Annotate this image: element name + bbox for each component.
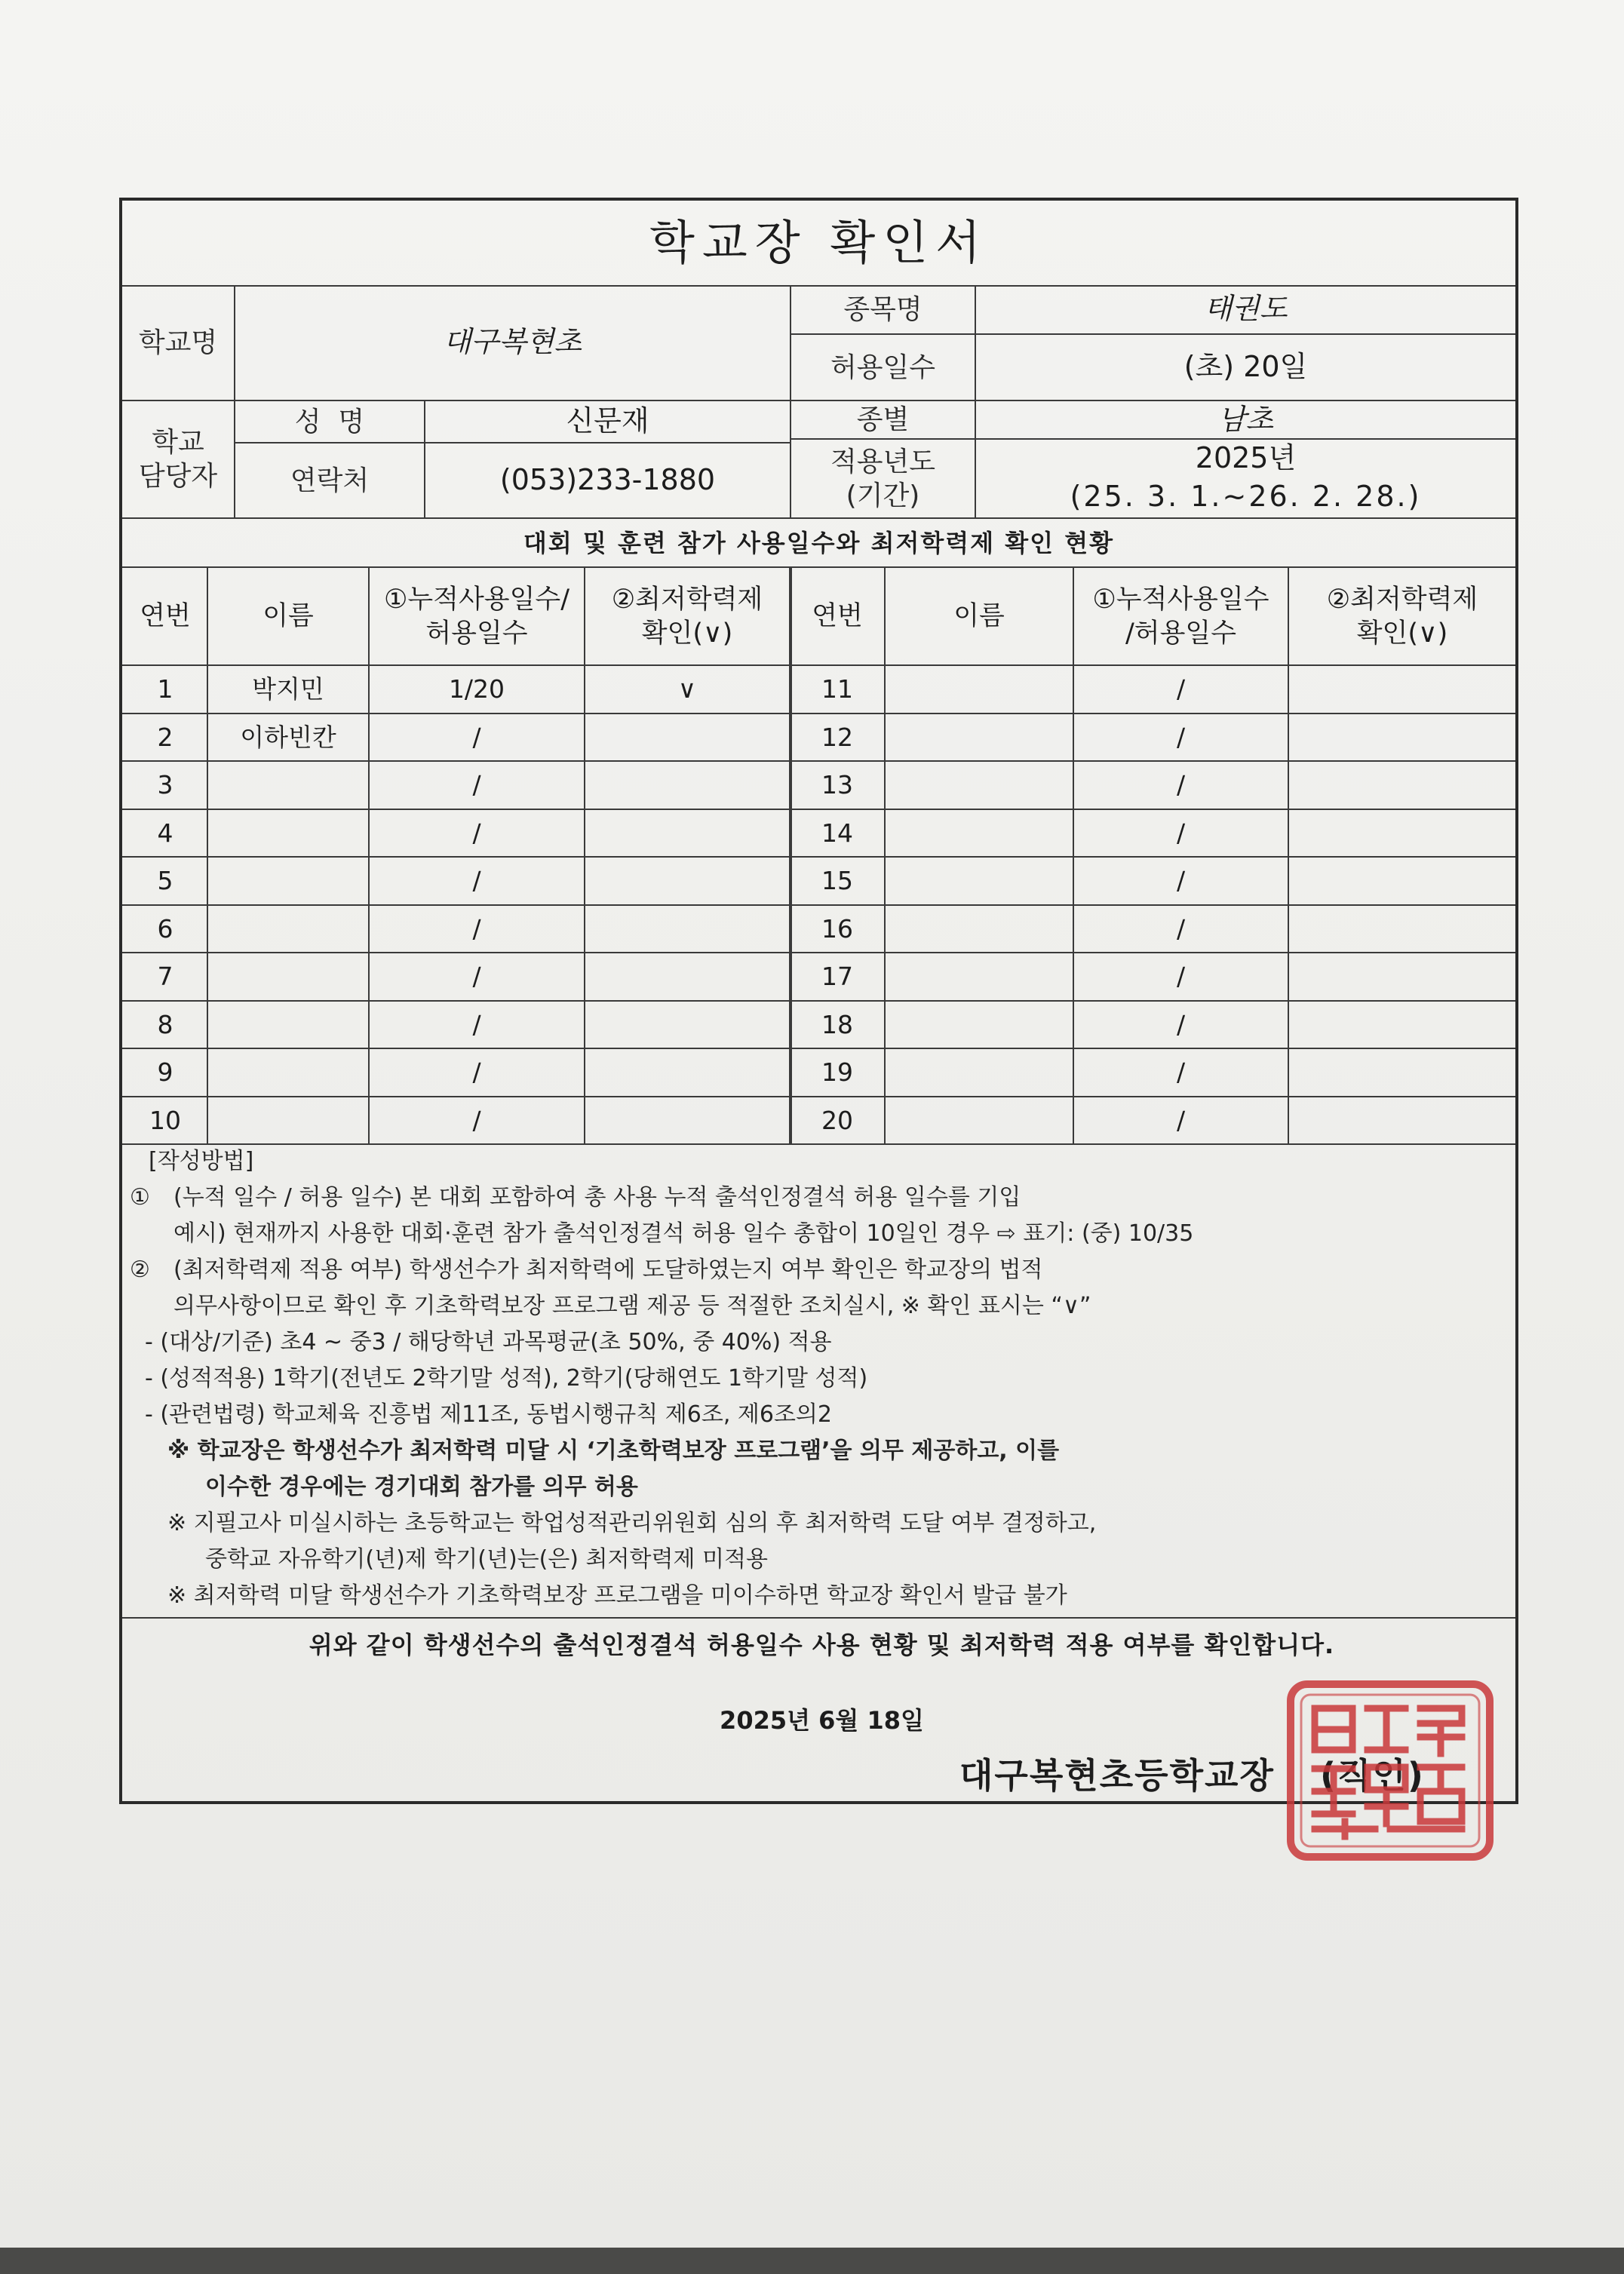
row-number: 10: [149, 1105, 181, 1135]
header-days-right: ①누적사용일수 /허용일수: [1092, 584, 1269, 649]
category-label: 종별: [856, 404, 910, 435]
academic-check: [585, 1097, 789, 1144]
used-days: /: [472, 770, 481, 800]
used-days: /: [472, 962, 481, 992]
instructions-heading: [작성방법]: [149, 1148, 254, 1174]
instruction-2-line-2: 의무사항이므로 확인 후 기초학력보장 프로그램 제공 등 적절한 조치실시, ※ 확인 표시는 “∨”: [173, 1293, 1091, 1319]
note-1-line-1: ※ 학교장은 학생선수가 최저학력 미달 시 ‘기초학력보장 프로그램’을 의무 제공하고, 이를: [167, 1438, 1060, 1464]
academic-check: [1289, 953, 1515, 1000]
allowed-days-label: 허용일수: [830, 351, 936, 383]
instructions: [130, 1143, 1510, 1614]
used-days: /: [472, 866, 481, 896]
school-value: 대구복현초: [443, 325, 582, 359]
academic-check: [585, 858, 789, 904]
used-days: /: [472, 1057, 481, 1088]
instruction-1-line-2: 예시) 현재까지 사용한 대회·훈련 참가 출석인정결석 허용 일수 총합이 10일인 경우 ⇨ 표기: (중) 10/35: [173, 1220, 1194, 1247]
student-name: [886, 1002, 1073, 1048]
academic-check: [1289, 810, 1515, 857]
used-days: /: [472, 1009, 481, 1039]
student-name: [208, 810, 368, 857]
period-label: 적용년도 (기간): [830, 446, 936, 511]
row-number: 9: [157, 1057, 173, 1088]
sport-value: 태권도: [1204, 292, 1288, 326]
academic-check: [585, 953, 789, 1000]
row-number: 17: [821, 962, 853, 992]
header-check-left: ②최저학력제 확인(∨): [611, 584, 763, 649]
note-2-line-1: ※ 지필고사 미실시하는 초등학교는 학업성적관리위원회 심의 후 최저학력 도달 여부 결정하고,: [167, 1510, 1097, 1536]
rule-confirm: [122, 1617, 1515, 1619]
used-days: /: [1176, 1105, 1186, 1135]
certificate-document: [119, 198, 1518, 1804]
instruction-1-line-1: (누적 일수 / 허용 일수) 본 대회 포함하여 총 사용 누적 출석인정결석 허용 일수를 기입: [173, 1184, 1021, 1211]
used-days: /: [1176, 674, 1186, 704]
seal-label: (직인): [1319, 1755, 1425, 1796]
row-number: 20: [821, 1105, 853, 1135]
used-days: 1/20: [448, 674, 505, 704]
document-title: 학교장 확인서: [649, 215, 989, 271]
header-seq-left: 연번: [140, 601, 191, 632]
header-check-right: ②최저학력제 확인(∨): [1326, 584, 1478, 649]
row-number: 15: [821, 866, 853, 896]
academic-check: [585, 1002, 789, 1048]
academic-check: ∨: [677, 674, 697, 704]
allowed-days-value: (초) 20일: [1183, 350, 1308, 384]
row-number: 16: [821, 913, 853, 944]
row-number: 8: [157, 1009, 173, 1039]
row-number: 14: [821, 818, 853, 848]
header-seq-right: 연번: [812, 601, 863, 632]
student-name: [208, 953, 368, 1000]
used-days: /: [472, 818, 481, 848]
row-number: 13: [821, 770, 853, 800]
note-3: ※ 최저학력 미달 학생선수가 기초학력보장 프로그램을 미이수하면 학교장 확인서 발급 불가: [167, 1582, 1067, 1609]
used-days: /: [1176, 770, 1186, 800]
academic-check: [585, 762, 789, 809]
contact-name-value: 신문재: [566, 404, 649, 438]
used-days: /: [1176, 722, 1186, 752]
sport-label: 종목명: [843, 293, 923, 325]
dash-target: - (대상/기준) 초4 ~ 중3 / 해당학년 과목평균(초 50%, 중 40%) 적용: [145, 1329, 832, 1355]
row-number: 3: [157, 770, 173, 800]
student-name: [208, 906, 368, 953]
contact-phone-label: 연락처: [290, 465, 370, 496]
student-name: [208, 858, 368, 904]
used-days: /: [472, 913, 481, 944]
row-number: 12: [821, 722, 853, 752]
instruction-item-2: [130, 1252, 1510, 1288]
row-number: 1: [157, 674, 173, 704]
contact-name-label: 성 명: [294, 406, 365, 437]
used-days: /: [1176, 1009, 1186, 1039]
note-1-line-2: 이수한 경우에는 경기대회 참가를 의무 허용: [205, 1474, 638, 1500]
used-days: /: [1176, 1057, 1186, 1088]
academic-check: [1289, 714, 1515, 761]
used-days: /: [1176, 962, 1186, 992]
academic-check: [585, 906, 789, 953]
note-2-line-2: 중학교 자유학기(년)제 학기(년)는(은) 최저학력제 미적용: [205, 1546, 768, 1573]
academic-check: [585, 714, 789, 761]
academic-check: [1289, 1002, 1515, 1048]
academic-check: [1289, 666, 1515, 713]
academic-check: [1289, 858, 1515, 904]
row-number: 7: [157, 962, 173, 992]
attendance-table: [122, 568, 1515, 1143]
student-name: [886, 953, 1073, 1000]
contact-person-label: 학교 담당자: [138, 427, 218, 492]
student-name: 박지민: [252, 674, 324, 704]
header-name-right: 이름: [953, 601, 1005, 632]
student-name: [886, 762, 1073, 809]
student-name: [886, 1049, 1073, 1096]
student-name: [208, 1002, 368, 1048]
instruction-2-line-1: (최저학력제 적용 여부) 학생선수가 최저학력에 도달하였는지 여부 확인은 학교장의 법적: [173, 1257, 1043, 1283]
row-number: 19: [821, 1057, 853, 1088]
category-value: 남초: [1217, 402, 1274, 436]
academic-check: [1289, 1049, 1515, 1096]
row-number: 18: [821, 1009, 853, 1039]
dash-grades: - (성적적용) 1학기(전년도 2학기말 성적), 2학기(당해연도 1학기말 성적): [145, 1365, 868, 1392]
signer-name: 대구복현초등학교장: [959, 1755, 1275, 1796]
used-days: /: [1176, 866, 1186, 896]
period-year: 2025년: [1195, 441, 1297, 475]
dash-law: - (관련법령) 학교체육 진흥법 제11조, 동법시행규칙 제6조, 제6조의2: [145, 1401, 833, 1428]
academic-check: [585, 1049, 789, 1096]
student-name: [208, 762, 368, 809]
section-title: 대회 및 훈련 참가 사용일수와 최저학력제 확인 현황: [523, 528, 1115, 557]
row-number: 11: [821, 674, 853, 704]
student-name: [886, 906, 1073, 953]
student-name: [886, 1097, 1073, 1144]
contact-phone-value: (053)233-1880: [499, 463, 716, 497]
bullet-1: ①: [130, 1184, 150, 1211]
row-number: 5: [157, 866, 173, 896]
academic-check: [1289, 762, 1515, 809]
used-days: /: [472, 1105, 481, 1135]
confirmation-statement: 위와 같이 학생선수의 출석인정결석 허용일수 사용 현황 및 최저학력 적용 여부를 확인합니다.: [309, 1631, 1335, 1659]
bullet-2: ②: [130, 1257, 150, 1283]
school-label: 학교명: [138, 327, 218, 358]
header-name-left: 이름: [262, 601, 314, 632]
used-days: /: [1176, 913, 1186, 944]
student-name: [208, 1049, 368, 1096]
academic-check: [1289, 1097, 1515, 1144]
student-name: 이하빈칸: [240, 722, 336, 752]
student-name: [886, 666, 1073, 713]
issue-date: 2025년 6월 18일: [720, 1706, 924, 1735]
row-number: 2: [157, 722, 173, 752]
row-number: 4: [157, 818, 173, 848]
floor-edge: [0, 2248, 1624, 2274]
used-days: /: [1176, 818, 1186, 848]
instruction-item-1: [130, 1180, 1510, 1216]
header-days-left: ①누적사용일수/ 허용일수: [383, 584, 570, 649]
official-seal-stamp: [1285, 1678, 1496, 1863]
academic-check: [585, 810, 789, 857]
academic-check: [1289, 906, 1515, 953]
period-range: (25. 3. 1.~26. 2. 28.): [1070, 479, 1422, 513]
row-number: 6: [157, 913, 173, 944]
student-name: [886, 858, 1073, 904]
student-name: [886, 810, 1073, 857]
student-name: [208, 1097, 368, 1144]
used-days: /: [472, 722, 481, 752]
student-name: [886, 714, 1073, 761]
